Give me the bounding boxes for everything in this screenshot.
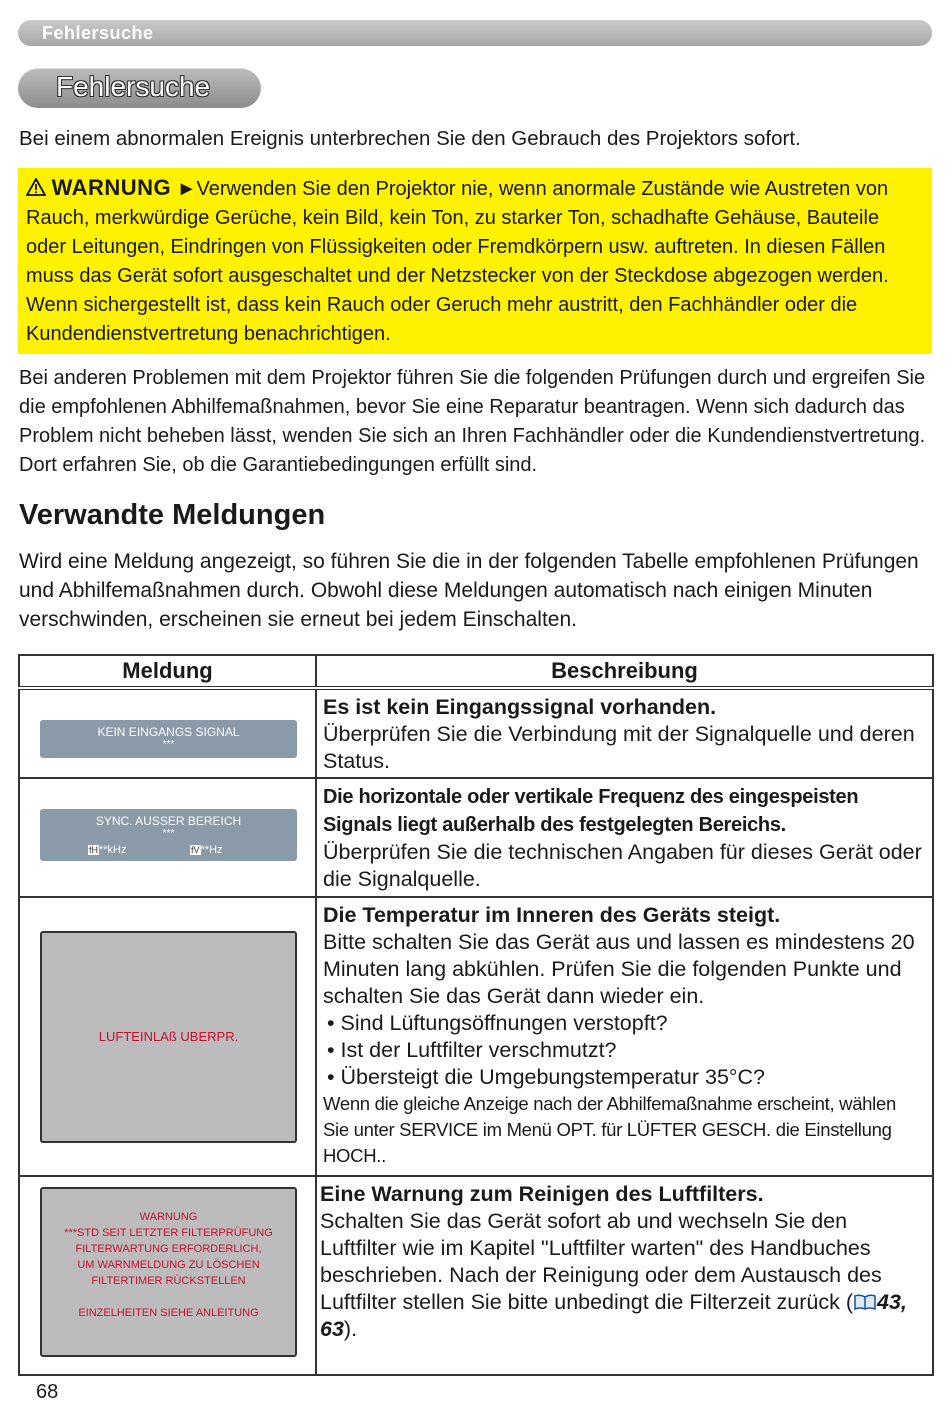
row-text: Überprüfen Sie die technischen Angaben für dieses Gerät oder die Signalquelle. — [323, 840, 922, 891]
warning-arrow-icon: ► — [176, 178, 197, 200]
table-row — [19, 897, 933, 1176]
osd-filter-warning: WARNUNG ***STD SEIT LETZTER FILTERPRÜFUNG FILTERWARTUNG ERFORDERLICH, UM WARNMELDUNG ZU LÖSCHEN FILTERTIMER RÜCKSTELLEN EINZELHEITEN SIEHE ANLEITUNG — [40, 1187, 297, 1357]
row-title: Die horizontale oder vertikale Frequenz des eingespeisten Signals liegt außerhalb des festgelegten Bereichs. — [323, 786, 859, 836]
warning-box — [18, 168, 932, 354]
description-cell — [316, 897, 933, 1176]
warning-text: Verwenden Sie den Projektor nie, wenn anormale Zustände wie Austreten von Rauch, merkwürdige Gerüche, kein Bild, kein Ton, zu starker Ton, schadhafte Gehäuse, Bauteile oder Leitungen, Eindringen von Flüssigkeiten oder Fremdkörpern usw. auftreten. In diesen Fällen muss das Gerät sofort ausgeschaltet und der Netzstecker von der Steckdose abgezogen werden. Wenn sichergestellt ist, dass kein Rauch oder Geruch mehr austritt, den Fachhändler oder die Kundendienstvertretung benachrichtigen. — [26, 178, 889, 345]
intro-text: Bei einem abnormalen Ereignis unterbrechen Sie den Gebrauch des Projektors sofort. — [19, 127, 801, 150]
warning-triangle-icon — [26, 178, 52, 200]
row-text: Überprüfen Sie die Verbindung mit der Signalquelle und deren Status. — [323, 722, 915, 773]
message-cell — [19, 688, 316, 778]
osd-fv: fV**Hz — [191, 844, 223, 856]
table-row — [19, 688, 933, 778]
table-row — [19, 1176, 933, 1375]
messages-table — [18, 654, 934, 1376]
osd-fh: fH**kHz — [89, 844, 127, 856]
message-cell — [19, 1176, 316, 1375]
section-pill-title: Fehlersuche — [56, 71, 211, 102]
section-pill — [18, 68, 261, 108]
row-title: Die Temperatur im Inneren des Geräts steigt. — [323, 903, 781, 927]
header-label: Fehlersuche — [42, 23, 154, 43]
section-heading: Verwandte Meldungen — [19, 499, 326, 531]
osd-air-intake: LUFTEINLAß UBERPR. — [40, 931, 297, 1143]
osd-sync-out-of-range: SYNC. AUSSER BEREICH *** fH**kHz fV**Hz — [40, 809, 297, 861]
book-icon — [853, 1290, 877, 1314]
column-header-beschreibung: Beschreibung — [316, 655, 933, 688]
section-paragraph: Wird eine Meldung angezeigt, so führen Sie die in der folgenden Tabelle empfohlenen Prüfungen und Abhilfemaßnahmen durch. Obwohl diese Meldungen automatisch nach einigen Minuten verschwinden, erscheinen sie erneut bei jedem Einschalten. — [19, 550, 919, 631]
warning-label: WARNUNG — [51, 175, 172, 200]
check-list — [323, 1010, 926, 1091]
row-text: Schalten Sie das Gerät sofort ab und wechseln Sie den Luftfilter wie im Kapitel "Luftfilter warten" des Handbuches beschrieben. Nach der Reinigung oder dem Austausch des Luftfilter stellen Sie bitte unbedingt die Filterzeit zurück ( — [320, 1209, 882, 1314]
message-cell — [19, 778, 316, 897]
table-row — [19, 778, 933, 897]
row-title: Es ist kein Eingangssignal vorhanden. — [323, 695, 717, 719]
row-text: Bitte schalten Sie das Gerät aus und lassen es mindestens 20 Minuten lang abkühlen. Prüfen Sie die folgenden Punkte und schalten Sie das Gerät dann wieder ein. — [323, 930, 915, 1008]
header-bar — [18, 20, 932, 46]
page-number: 68 — [36, 1381, 59, 1403]
fv-icon: fV — [191, 845, 200, 855]
column-header-meldung: Meldung — [19, 655, 316, 688]
osd-no-signal: KEIN EINGANGS SIGNAL *** — [40, 720, 297, 758]
description-cell: Eine Warnung zum Reinigen des Luftfilters. Schalten Sie das Gerät sofort ab und wechseln Sie den Luftfilter wie im Kapitel "Luftfilter warten" des Handbuches beschrieben. Nach der Reinigung oder dem Austausch des Luftfilter stellen Sie bitte unbedingt die Filterzeit zurück ( 43, 63). — [316, 1176, 933, 1375]
description-cell — [316, 688, 933, 778]
list-item: • Sind Lüftungsöffnungen verstopft? — [327, 1011, 668, 1035]
page-reference[interactable]: 43, 63 — [320, 1290, 907, 1341]
fh-icon: fH — [89, 845, 98, 855]
description-cell — [316, 778, 933, 897]
list-item: • Übersteigt die Umgebungstemperatur 35°C? — [327, 1065, 765, 1089]
row-note: Wenn die gleiche Anzeige nach der Abhilfemaßnahme erscheint, wählen Sie unter SERVICE im Menü OPT. für LÜFTER GESCH. die Einstellung HOCH.. — [323, 1093, 896, 1166]
row-title: Eine Warnung zum Reinigen des Luftfilters. — [320, 1182, 764, 1206]
list-item: • Ist der Luftfilter verschmutzt? — [327, 1038, 617, 1062]
message-cell — [19, 897, 316, 1176]
troubleshoot-paragraph: Bei anderen Problemen mit dem Projektor führen Sie die folgenden Prüfungen durch und ergreifen Sie die empfohlenen Abhilfemaßnahmen, bevor Sie eine Reparatur beantragen. Wenn sich dadurch das Problem nicht beheben lässt, wenden Sie sich an Ihren Fachhändler oder die Kundendienstvertretung. Dort erfahren Sie, ob die Garantiebedingungen erfüllt sind. — [19, 367, 926, 476]
